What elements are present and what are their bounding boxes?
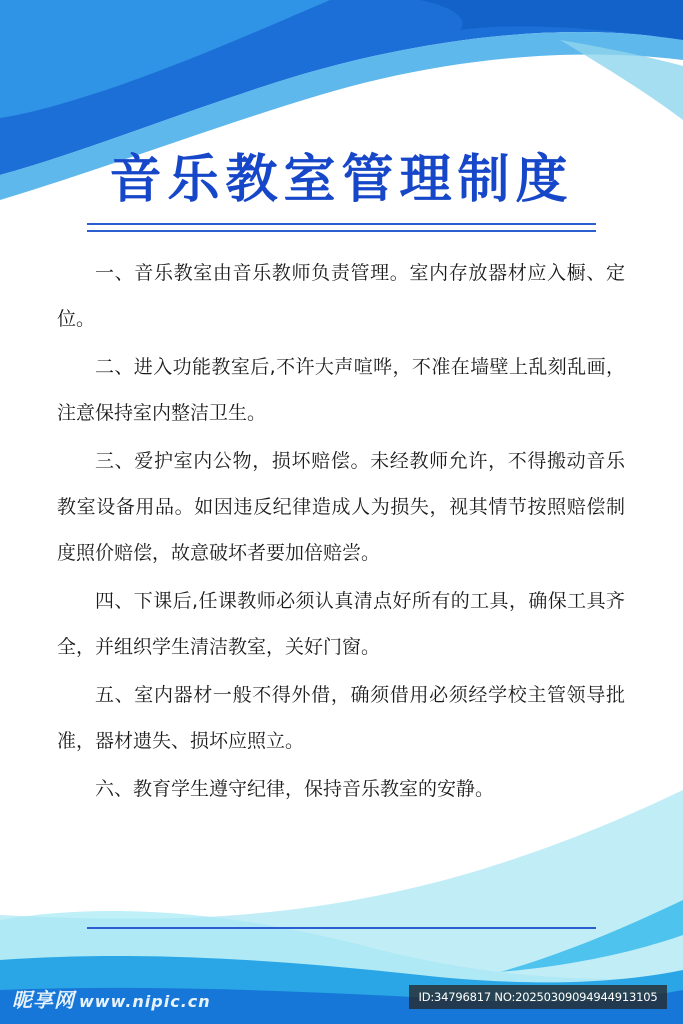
rule-item: 六、教育学生遵守纪律，保持音乐教室的安静。	[95, 778, 495, 800]
rule-item: 四、下课后,任课教师必须认真清点好所有的工具，确保工具齐全，并组织学生清洁教室，关好门窗。	[57, 590, 625, 658]
watermark-id-badge: ID:34796817 NO:20250309094944913105	[409, 985, 667, 1009]
bottom-divider	[87, 927, 596, 929]
title-divider	[87, 223, 596, 232]
watermark-logo-text: 昵享网	[12, 988, 75, 1012]
rules-list	[57, 250, 625, 814]
rule-item: 二、进入功能教室后,不许大声喧哗，不准在墙壁上乱刻乱画，注意保持室内整洁卫生。	[57, 356, 625, 424]
page-title: 音乐教室管理制度	[109, 150, 574, 210]
watermark-site: www.nipic.cn	[79, 992, 211, 1011]
rule-item: 三、爱护室内公物，损坏赔偿。未经教师允许，不得搬动音乐教室设备用品。如因违反纪律造成人为损失，视其情节按照赔偿制度照价赔偿，故意破坏者要加倍赔尝。	[57, 450, 625, 564]
rule-item: 五、室内器材一般不得外借，确须借用必须经学校主管领导批准，器材遗失、损坏应照立。	[57, 684, 625, 752]
watermark-logo	[12, 984, 211, 1013]
rule-item: 一、音乐教室由音乐教师负责管理。室内存放器材应入橱、定位。	[57, 262, 625, 330]
